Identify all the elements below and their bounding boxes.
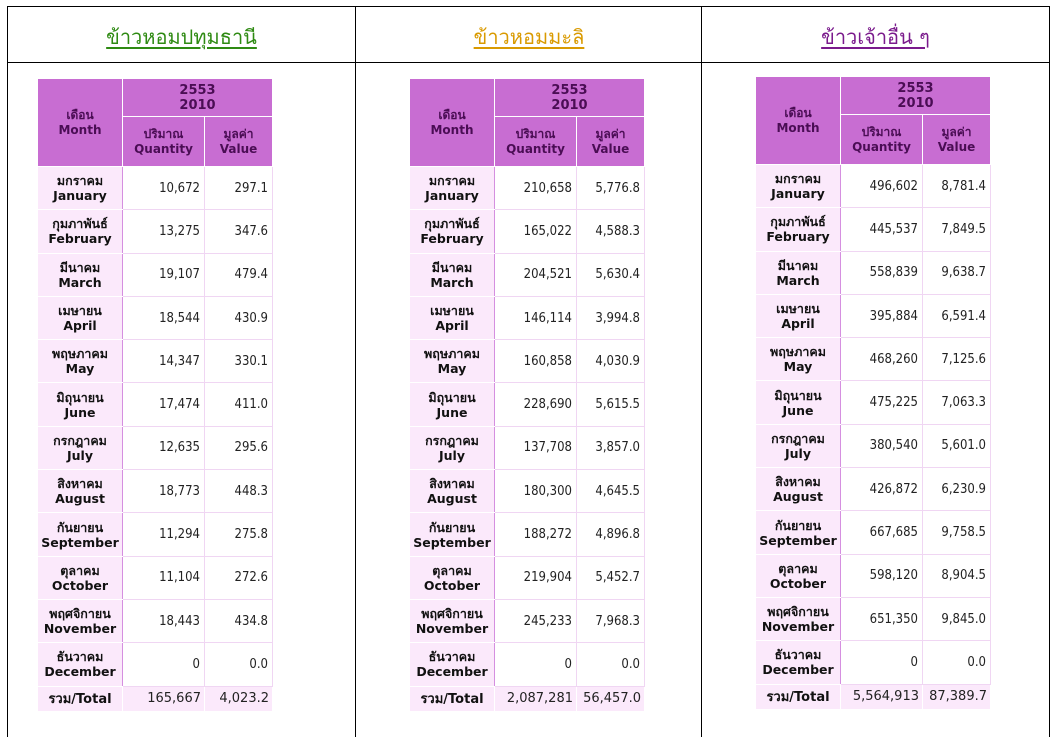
table-row xyxy=(756,597,991,640)
quantity-cell: 18,773 xyxy=(123,470,205,513)
value-header-en: Value xyxy=(219,141,258,156)
month-cell xyxy=(410,296,495,339)
value-cell: 7,125.6 xyxy=(923,338,991,381)
quantity-header-th: ปริมาณ xyxy=(861,124,902,139)
value-cell: 5,601.0 xyxy=(923,424,991,467)
month-cell xyxy=(756,597,841,640)
value-header-en: Value xyxy=(591,141,630,156)
value-cell: 8,781.4 xyxy=(923,165,991,208)
panel-title: ข้าวหอมมะลิ xyxy=(473,25,585,49)
table-row xyxy=(756,251,991,294)
month-th: กรกฎาคม xyxy=(53,432,107,448)
month-en: December xyxy=(762,662,834,678)
month-th: เมษายน xyxy=(776,301,820,317)
panel-title-box xyxy=(8,7,355,63)
month-en: November xyxy=(43,621,117,637)
month-cell xyxy=(38,167,123,210)
month-header-th: เดือน xyxy=(438,107,466,122)
total-label: รวม/Total xyxy=(410,686,495,711)
table-row xyxy=(756,208,991,251)
quantity-cell: 651,350 xyxy=(841,597,923,640)
month-en: March xyxy=(430,274,474,290)
table-row xyxy=(38,599,273,642)
month-cell xyxy=(38,643,123,686)
month-cell xyxy=(410,599,495,642)
value-cell: 4,896.8 xyxy=(577,513,645,556)
value-cell: 4,030.9 xyxy=(577,340,645,383)
quantity-cell: 426,872 xyxy=(841,468,923,511)
total-row xyxy=(756,684,991,709)
month-en: May xyxy=(65,361,95,377)
month-th: มิถุนายน xyxy=(428,389,476,405)
table-row xyxy=(756,294,991,337)
month-en: March xyxy=(776,272,820,288)
month-th: มิถุนายน xyxy=(56,389,104,405)
value-header xyxy=(205,117,273,167)
value-cell: 9,845.0 xyxy=(923,597,991,640)
quantity-cell: 598,120 xyxy=(841,554,923,597)
quantity-cell: 160,858 xyxy=(495,340,577,383)
table-row xyxy=(410,210,645,253)
month-en: April xyxy=(781,316,815,332)
month-en: June xyxy=(64,404,96,420)
table-row xyxy=(38,253,273,296)
year-be: 2553 xyxy=(179,82,216,98)
month-en: September xyxy=(41,534,119,550)
quantity-header-en: Quantity xyxy=(852,139,911,154)
month-th: กุมภาพันธ์ xyxy=(52,216,108,232)
table-row xyxy=(38,643,273,686)
value-cell: 6,230.9 xyxy=(923,468,991,511)
table-row xyxy=(38,210,273,253)
year-ad: 2010 xyxy=(897,95,934,111)
quantity-cell: 0 xyxy=(841,641,923,684)
month-cell xyxy=(38,210,123,253)
month-header xyxy=(410,79,495,167)
table-row xyxy=(756,511,991,554)
month-th: กันยายน xyxy=(428,519,476,535)
month-en: October xyxy=(423,577,481,593)
quantity-cell: 219,904 xyxy=(495,556,577,599)
month-cell xyxy=(756,208,841,251)
table-row xyxy=(756,338,991,381)
month-th: พฤศจิกายน xyxy=(421,606,483,622)
table-row xyxy=(410,556,645,599)
month-en: July xyxy=(439,447,465,463)
table-row xyxy=(756,468,991,511)
month-en: October xyxy=(769,575,827,591)
table-row xyxy=(410,167,645,210)
table-row xyxy=(410,383,645,426)
month-th: ตุลาคม xyxy=(60,562,100,578)
value-cell: 0.0 xyxy=(205,643,273,686)
month-th: กันยายน xyxy=(56,519,104,535)
month-th: พฤศจิกายน xyxy=(49,606,111,622)
quantity-cell: 445,537 xyxy=(841,208,923,251)
quantity-cell: 12,635 xyxy=(123,426,205,469)
quantity-header xyxy=(495,117,577,167)
month-en: April xyxy=(435,318,469,334)
total-value: 56,457.0 xyxy=(577,686,645,711)
month-en: May xyxy=(437,361,467,377)
table-row xyxy=(756,165,991,208)
export-table xyxy=(409,78,645,712)
month-th: กรกฎาคม xyxy=(425,432,479,448)
month-th: เมษายน xyxy=(58,303,102,319)
value-cell: 295.6 xyxy=(205,426,273,469)
value-cell: 411.0 xyxy=(205,383,273,426)
table-row xyxy=(410,340,645,383)
month-header xyxy=(38,79,123,167)
month-th: มกราคม xyxy=(428,173,476,189)
value-cell: 347.6 xyxy=(205,210,273,253)
value-cell: 448.3 xyxy=(205,470,273,513)
total-value: 87,389.7 xyxy=(923,684,991,709)
value-cell: 7,849.5 xyxy=(923,208,991,251)
month-cell xyxy=(756,381,841,424)
month-en: August xyxy=(55,491,105,507)
month-en: January xyxy=(53,188,107,204)
panel-other-white-rice xyxy=(701,7,1049,737)
value-header xyxy=(577,117,645,167)
month-header-en: Month xyxy=(58,122,102,137)
month-en: February xyxy=(766,229,830,245)
month-en: February xyxy=(420,231,484,247)
month-th: มีนาคม xyxy=(59,259,101,275)
month-en: April xyxy=(63,318,97,334)
quantity-cell: 11,104 xyxy=(123,556,205,599)
quantity-cell: 10,672 xyxy=(123,167,205,210)
month-th: ตุลาคม xyxy=(432,562,472,578)
month-th: มีนาคม xyxy=(777,257,819,273)
table-row xyxy=(38,426,273,469)
quantity-cell: 210,658 xyxy=(495,167,577,210)
quantity-cell: 13,275 xyxy=(123,210,205,253)
year-be: 2553 xyxy=(551,82,588,98)
month-en: October xyxy=(51,577,109,593)
quantity-header-en: Quantity xyxy=(506,141,565,156)
value-header-en: Value xyxy=(937,139,976,154)
quantity-cell: 558,839 xyxy=(841,251,923,294)
month-en: March xyxy=(58,274,102,290)
year-header xyxy=(495,79,645,117)
quantity-cell: 14,347 xyxy=(123,340,205,383)
value-cell: 0.0 xyxy=(923,641,991,684)
panel-title: ข้าวเจ้าอื่น ๆ xyxy=(821,25,930,49)
quantity-cell: 18,544 xyxy=(123,296,205,339)
month-en: June xyxy=(436,404,468,420)
quantity-cell: 496,602 xyxy=(841,165,923,208)
quantity-cell: 228,690 xyxy=(495,383,577,426)
table-row xyxy=(756,641,991,684)
quantity-cell: 204,521 xyxy=(495,253,577,296)
month-cell xyxy=(38,556,123,599)
month-cell xyxy=(410,470,495,513)
month-en: June xyxy=(782,402,814,418)
total-label: รวม/Total xyxy=(38,686,123,711)
month-cell xyxy=(756,554,841,597)
quantity-cell: 475,225 xyxy=(841,381,923,424)
value-header-th: มูลค่า xyxy=(941,124,972,139)
value-cell: 9,638.7 xyxy=(923,251,991,294)
total-row xyxy=(38,686,273,711)
quantity-header xyxy=(123,117,205,167)
month-header xyxy=(756,77,841,165)
month-th: กันยายน xyxy=(774,517,822,533)
year-ad: 2010 xyxy=(179,97,216,113)
month-th: สิงหาคม xyxy=(429,476,475,492)
quantity-header-th: ปริมาณ xyxy=(143,126,184,141)
month-cell xyxy=(38,513,123,556)
month-th: มกราคม xyxy=(56,173,104,189)
month-th: พฤษภาคม xyxy=(424,346,480,362)
month-cell xyxy=(410,643,495,686)
quantity-cell: 667,685 xyxy=(841,511,923,554)
month-cell xyxy=(410,383,495,426)
value-cell: 3,857.0 xyxy=(577,426,645,469)
value-header-th: มูลค่า xyxy=(595,126,626,141)
value-cell: 297.1 xyxy=(205,167,273,210)
panel-title: ข้าวหอมปทุมธานี xyxy=(106,25,257,49)
quantity-cell: 18,443 xyxy=(123,599,205,642)
total-label: รวม/Total xyxy=(756,684,841,709)
month-th: กรกฎาคม xyxy=(771,430,825,446)
month-cell xyxy=(410,210,495,253)
quantity-cell: 165,022 xyxy=(495,210,577,253)
quantity-cell: 11,294 xyxy=(123,513,205,556)
quantity-cell: 0 xyxy=(123,643,205,686)
month-cell xyxy=(38,470,123,513)
month-th: พฤษภาคม xyxy=(52,346,108,362)
month-cell xyxy=(756,338,841,381)
value-cell: 275.8 xyxy=(205,513,273,556)
value-cell: 5,615.5 xyxy=(577,383,645,426)
value-cell: 5,776.8 xyxy=(577,167,645,210)
month-cell xyxy=(756,165,841,208)
table-row xyxy=(38,383,273,426)
quantity-cell: 395,884 xyxy=(841,294,923,337)
table-row xyxy=(410,599,645,642)
value-cell: 7,968.3 xyxy=(577,599,645,642)
panel-pathum-thani-rice xyxy=(8,7,355,737)
table-row xyxy=(38,167,273,210)
quantity-cell: 245,233 xyxy=(495,599,577,642)
month-cell xyxy=(410,426,495,469)
quantity-cell: 188,272 xyxy=(495,513,577,556)
month-en: September xyxy=(413,534,491,550)
value-cell: 5,452.7 xyxy=(577,556,645,599)
table-row xyxy=(756,554,991,597)
month-en: December xyxy=(44,664,116,680)
month-cell xyxy=(38,340,123,383)
month-th: เมษายน xyxy=(430,303,474,319)
month-th: ตุลาคม xyxy=(778,560,818,576)
quantity-cell: 137,708 xyxy=(495,426,577,469)
month-cell xyxy=(38,599,123,642)
quantity-header-en: Quantity xyxy=(134,141,193,156)
panel-jasmine-rice xyxy=(355,7,702,737)
panel-title-box xyxy=(702,7,1049,63)
month-cell xyxy=(756,424,841,467)
quantity-cell: 19,107 xyxy=(123,253,205,296)
month-cell xyxy=(410,513,495,556)
table-row xyxy=(410,426,645,469)
month-th: ธันวาคม xyxy=(56,649,104,665)
value-cell: 479.4 xyxy=(205,253,273,296)
month-cell xyxy=(410,253,495,296)
value-cell: 430.9 xyxy=(205,296,273,339)
month-th: ธันวาคม xyxy=(428,649,476,665)
total-value: 4,023.2 xyxy=(205,686,273,711)
month-cell xyxy=(38,253,123,296)
value-cell: 9,758.5 xyxy=(923,511,991,554)
table-row xyxy=(38,470,273,513)
table-row xyxy=(38,556,273,599)
month-en: July xyxy=(67,447,93,463)
quantity-cell: 17,474 xyxy=(123,383,205,426)
month-cell xyxy=(756,294,841,337)
value-cell: 5,630.4 xyxy=(577,253,645,296)
total-row xyxy=(410,686,645,711)
month-header-en: Month xyxy=(430,122,474,137)
value-cell: 434.8 xyxy=(205,599,273,642)
table-row xyxy=(410,513,645,556)
table-row xyxy=(756,381,991,424)
month-en: August xyxy=(773,489,823,505)
month-en: February xyxy=(48,231,112,247)
value-header xyxy=(923,115,991,165)
quantity-cell: 146,114 xyxy=(495,296,577,339)
value-cell: 6,591.4 xyxy=(923,294,991,337)
month-cell xyxy=(756,251,841,294)
month-header-th: เดือน xyxy=(784,105,812,120)
month-cell xyxy=(38,383,123,426)
month-cell xyxy=(410,556,495,599)
month-th: มิถุนายน xyxy=(774,387,822,403)
month-en: December xyxy=(416,664,488,680)
year-header xyxy=(841,77,991,115)
value-cell: 272.6 xyxy=(205,556,273,599)
table-row xyxy=(410,296,645,339)
quantity-cell: 0 xyxy=(495,643,577,686)
month-header-en: Month xyxy=(776,120,820,135)
month-en: November xyxy=(761,619,835,635)
value-cell: 0.0 xyxy=(577,643,645,686)
month-th: มีนาคม xyxy=(431,259,473,275)
export-table xyxy=(755,76,991,710)
month-th: กุมภาพันธ์ xyxy=(424,216,480,232)
month-th: มกราคม xyxy=(774,171,822,187)
table-row xyxy=(410,643,645,686)
month-th: กุมภาพันธ์ xyxy=(770,214,826,230)
month-cell xyxy=(756,511,841,554)
table-row xyxy=(410,470,645,513)
table-row xyxy=(38,513,273,556)
month-cell xyxy=(756,468,841,511)
month-en: November xyxy=(415,621,489,637)
year-ad: 2010 xyxy=(551,97,588,113)
report-frame xyxy=(7,6,1050,737)
value-cell: 3,994.8 xyxy=(577,296,645,339)
month-th: พฤศจิกายน xyxy=(767,604,829,620)
panel-title-box xyxy=(356,7,702,63)
month-cell xyxy=(756,641,841,684)
value-cell: 7,063.3 xyxy=(923,381,991,424)
month-th: สิงหาคม xyxy=(775,474,821,490)
month-en: May xyxy=(783,359,813,375)
month-cell xyxy=(410,167,495,210)
total-quantity: 165,667 xyxy=(123,686,205,711)
year-be: 2553 xyxy=(897,80,934,96)
value-cell: 4,645.5 xyxy=(577,470,645,513)
month-en: January xyxy=(425,188,479,204)
month-en: August xyxy=(427,491,477,507)
table-row xyxy=(756,424,991,467)
quantity-cell: 180,300 xyxy=(495,470,577,513)
total-quantity: 5,564,913 xyxy=(841,684,923,709)
table-row xyxy=(410,253,645,296)
quantity-header xyxy=(841,115,923,165)
value-cell: 4,588.3 xyxy=(577,210,645,253)
year-header xyxy=(123,79,273,117)
month-th: พฤษภาคม xyxy=(770,344,826,360)
value-cell: 8,904.5 xyxy=(923,554,991,597)
month-th: ธันวาคม xyxy=(774,647,822,663)
table-row xyxy=(38,296,273,339)
total-quantity: 2,087,281 xyxy=(495,686,577,711)
month-en: September xyxy=(759,532,837,548)
month-en: January xyxy=(771,186,825,202)
month-header-th: เดือน xyxy=(66,107,94,122)
month-cell xyxy=(38,426,123,469)
table-row xyxy=(38,340,273,383)
quantity-header-th: ปริมาณ xyxy=(515,126,556,141)
month-th: สิงหาคม xyxy=(57,476,103,492)
value-cell: 330.1 xyxy=(205,340,273,383)
quantity-cell: 380,540 xyxy=(841,424,923,467)
month-en: July xyxy=(785,445,811,461)
month-cell xyxy=(410,340,495,383)
export-table xyxy=(37,78,273,712)
month-cell xyxy=(38,296,123,339)
quantity-cell: 468,260 xyxy=(841,338,923,381)
value-header-th: มูลค่า xyxy=(223,126,254,141)
